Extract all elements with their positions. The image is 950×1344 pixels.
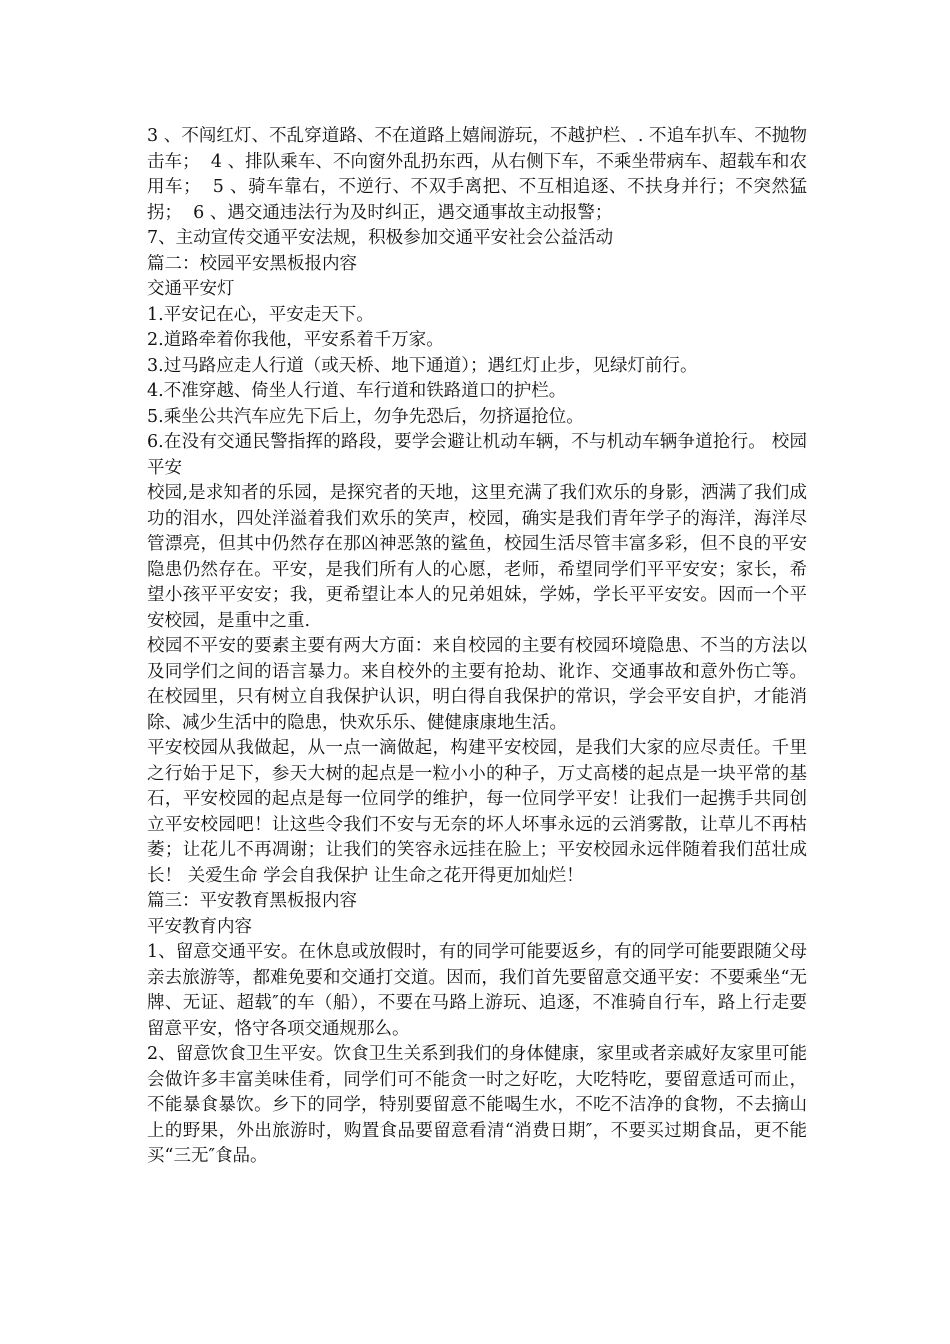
- subheading-traffic-safety-light: 交通平安灯: [147, 279, 235, 299]
- paragraph-food-safety: 2、留意饮食卫生平安。饮食卫生关系到我们的身体健康，家里或者亲戚好友家里可能会做许多丰富美味佳肴，同学们可不能贪一时之好吃，大吃特吃，要留意适可而止，不能暴食暴饮。乡下的同学，特别要留意不能喝生水，不吃不洁净的食物，不去摘山上的野果，外出旅游时，购置食品要留意看清“消费日期″，不要买过期食品，更不能买“三无″食品。: [147, 1044, 807, 1166]
- list-item-5: 5.乘坐公共汽车应先下后上，勿争先恐后，勿挤逼抢位。: [147, 406, 584, 427]
- paragraph-campus-intro: 校园,是求知者的乐园，是探究者的天地，这里充满了我们欢乐的身影，洒满了我们成功的泪水，四处洋溢着我们欢乐的笑声，校园，确实是我们青年学子的海洋，海洋尽管漂亮，但其中仍然存在那凶神恶煞的鲨鱼，校园生活尽管丰富多彩，但不良的平安隐患仍然存在。平安，是我们所有人的心愿，老师，希望同学们平平安安；家长，希望小孩平平安安；我，更希望让本人的兄弟姐妹，学姊，学长平平安安。因而一个平安校园，是重中之重.: [147, 483, 807, 631]
- paragraph-traffic-rule-7: 7、主动宣传交通平安法规，积极参加交通平安社会公益活动: [147, 228, 614, 248]
- paragraph-safe-campus-call: 平安校园从我做起，从一点一滴做起，构建平安校园，是我们大家的应尽责任。千里之行始于足下，参天大树的起点是一粒小小的种子，万丈高楼的起点是一块平常的基石，平安校园的起点是每一位同学的维护，每一位同学平安！让我们一起携手共同创立平安校园吧！让这些令我们不安与无奈的坏人坏事永远的云消雾散，让草儿不再枯萎；让花儿不再凋谢；让我们的笑容永远挂在脸上；平安校园永远伴随着我们茁壮成长！ 关爱生命 学会自我保护 让生命之花开得更加灿烂！: [147, 738, 807, 886]
- document-body: [147, 124, 807, 1170]
- paragraph-campus-hazards: 校园不平安的要素主要有两大方面：来自校园的主要有校园环境隐患、不当的方法以及同学们之间的语言暴力。来自校外的主要有抢劫、讹诈、交通事故和意外伤亡等。在校园里，只有树立自我保护认识，明白得自我保护的常识，学会平安自护，才能消除、减少生活中的隐患，快欢乐乐、健健康康地生活。: [147, 636, 807, 733]
- list-item-2: 2.道路牵着你我他，平安系着千万家。: [147, 330, 444, 350]
- paragraph-traffic-safety: 1、留意交通平安。在休息或放假时，有的同学可能要返乡，有的同学可能要跟随父母亲去旅游等，都难免要和交通打交道。因而，我们首先要留意交通平安：不要乘坐“无牌、无证、超载″的车（船），不要在马路上游玩、追逐，不准骑自行车，路上行走要留意平安，恪守各项交通规那么。: [147, 942, 807, 1039]
- list-item-4: 4.不准穿越、倚坐人行道、车行道和铁路道口的护栏。: [147, 381, 567, 401]
- list-item-6: 6.在没有交通民警指挥的路段，要学会避让机动车辆，不与机动车辆争道抢行。 校园平安: [147, 432, 807, 478]
- list-item-1: 1.平安记在心，平安走天下。: [147, 304, 374, 325]
- section-heading-part-three: 篇三：平安教育黑板报内容: [147, 891, 357, 911]
- subheading-safety-education: 平安教育内容: [147, 916, 252, 937]
- paragraph-traffic-rules-3-6: 3 、不闯红灯、不乱穿道路、不在道路上嬉闹游玩，不越护栏、. 不追车扒车、不抛物击车； 4 、排队乘车、不向窗外乱扔东西，从右侧下车，不乘坐带病车、超载车和农用车； 5 、骑车靠右，不逆行、不双手离把、不互相追逐、不扶身并行；不突然猛拐； 6 、遇交通违法行为及时纠正，遇交通事故主动报警；: [147, 126, 807, 223]
- section-heading-part-two: 篇二：校园平安黑板报内容: [147, 253, 357, 274]
- list-item-3: 3.过马路应走人行道（或天桥、地下通道）；遇红灯止步，见绿灯前行。: [147, 355, 698, 376]
